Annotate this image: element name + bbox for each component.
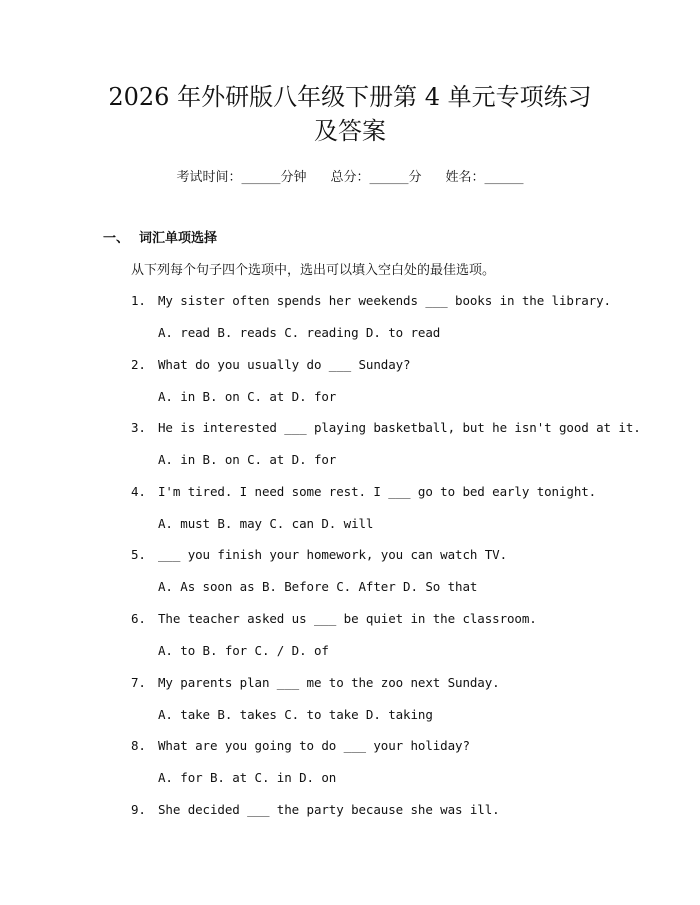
question-stem [131,545,507,565]
question-text: ___ you finish your homework, you can watch TV. [158,547,508,563]
question-item [0,673,700,737]
question-number: 2. [131,356,146,372]
question-options: A. in B. on C. at D. for [158,388,337,404]
title-line-1: 2026 年外研版八年级下册第 4 单元专项练习 [108,83,592,111]
question-stem [131,418,641,438]
question-stem [131,673,500,693]
question-number: 9. [131,801,146,817]
question-options: A. for B. at C. in D. on [158,770,337,786]
question-stem [131,291,611,311]
question-text: What are you going to do ___ your holiday? [158,738,470,754]
question-options: A. to B. for C. / D. of [158,642,329,658]
question-item [0,736,700,800]
student-name-field: 姓名：______ [445,170,524,185]
question-options: A. read B. reads C. reading D. to read [158,325,441,340]
title-line-2: 及答案 [314,117,386,145]
question-stem [131,482,596,502]
question-text: She decided ___ the party because she was ill. [158,801,500,817]
exam-meta [0,168,700,188]
question-stem [131,609,537,629]
question-number: 4. [131,483,146,499]
total-score-field: 总分：______分 [330,170,422,185]
question-options: A. take B. takes C. to take D. taking [158,706,433,722]
question-number: 7. [131,674,146,690]
question-stem [131,800,500,820]
question-item [0,355,700,419]
question-text: The teacher asked us ___ be quiet in the classroom. [158,610,537,626]
section-number: 一、 [103,231,130,246]
question-text: What do you usually do ___ Sunday? [158,356,411,372]
question-item [0,609,700,673]
question-number: 8. [131,738,146,754]
question-number: 5. [131,547,146,563]
question-number: 1. [131,293,146,308]
question-item [0,482,700,546]
question-text: My sister often spends her weekends ___ books in the library. [158,293,611,308]
section-heading [103,229,217,249]
question-stem [131,355,410,375]
question-item [0,800,700,864]
question-options: A. in B. on C. at D. for [158,452,337,468]
question-options: A. must B. may C. can D. will [158,515,374,531]
section-title: 词汇单项选择 [139,231,218,246]
question-item [0,291,700,355]
question-item [0,545,700,609]
question-item [0,418,700,482]
exam-time-field: 考试时间：______分钟 [176,170,307,185]
question-options: A. As soon as B. Before C. After D. So that [158,579,478,595]
question-number: 3. [131,420,146,436]
section-instruction: 从下列每个句子四个选项中，选出可以填入空白处的最佳选项。 [131,263,496,278]
question-list [0,291,700,863]
question-text: He is interested ___ playing basketball, but he isn't good at it. [158,420,641,436]
question-text: I'm tired. I need some rest. I ___ go to bed early tonight. [158,483,597,499]
question-text: My parents plan ___ me to the zoo next Sunday. [158,674,500,690]
question-stem [131,736,470,756]
question-number: 6. [131,610,146,626]
page-title [0,80,700,148]
